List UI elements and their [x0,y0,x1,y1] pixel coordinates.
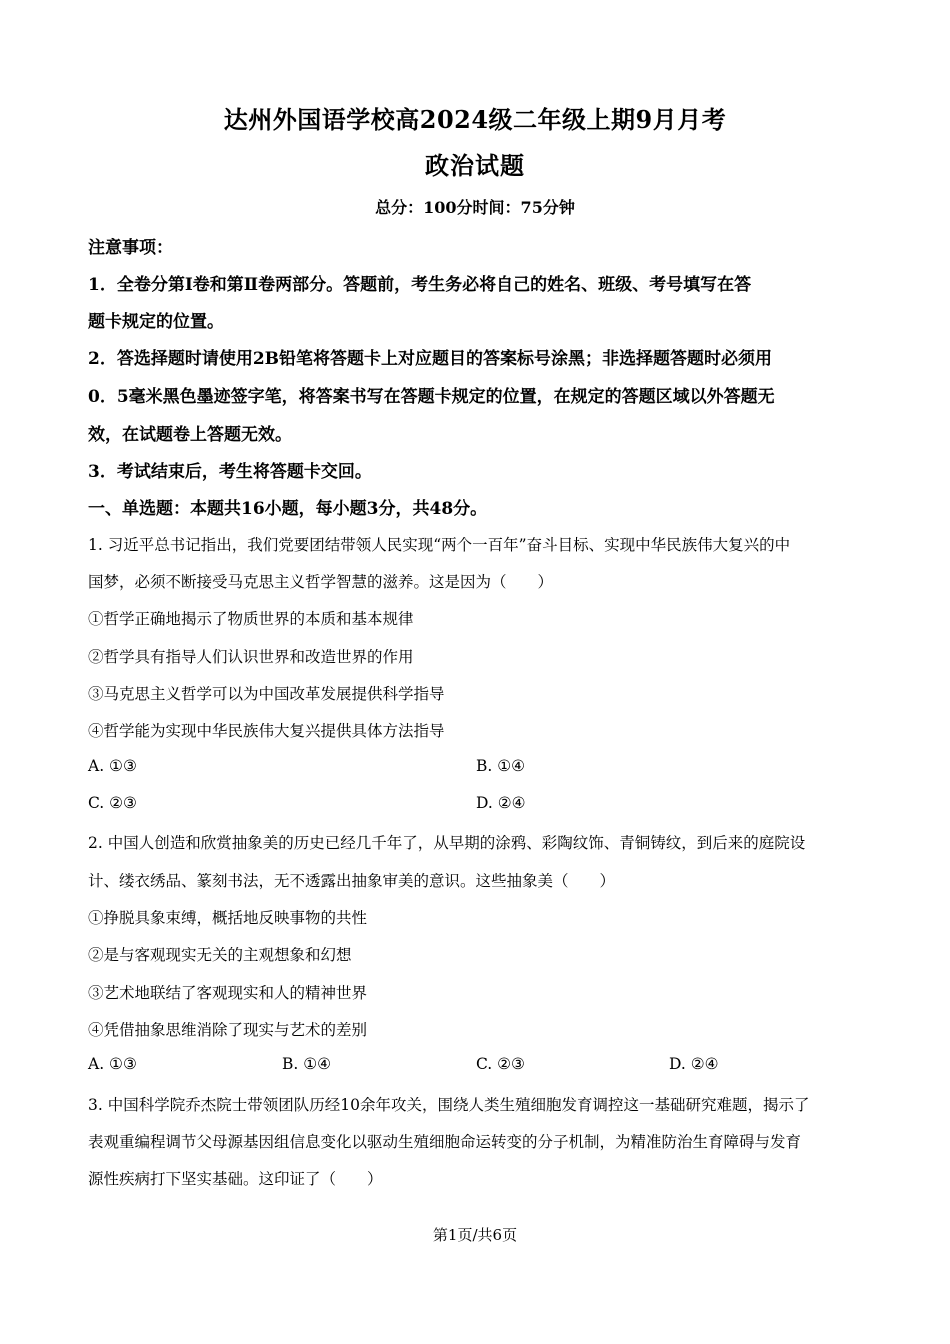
question-2-item: ④凭借抽象思维消除了现实与艺术的差别 [88,1021,368,1039]
notice-line: 效，在试题卷上答题无效。 [88,425,292,445]
notice-line: 题卡规定的位置。 [88,312,224,332]
exam-title: 达州外国语学校高2024级二年级上期9月月考 [223,105,727,134]
notice-line: 3．考试结束后，考生将答题卡交回。 [88,462,372,482]
question-2-option-b[interactable]: B. ①④ [282,1055,332,1073]
question-1-option-b[interactable]: B. ①④ [476,757,526,775]
notice-line: 1．全卷分第Ⅰ卷和第Ⅱ卷两部分。答题前，考生务必将自己的姓名、班级、考号填写在答 [88,275,752,295]
question-1-option-c[interactable]: C. ②③ [88,794,137,812]
question-3-stem: 3. 中国科学院乔杰院士带领团队历经10余年攻关，围绕人类生殖细胞发育调控这一基础研究难题，揭示了 [88,1096,810,1114]
question-1-item: ④哲学能为实现中华民族伟大复兴提供具体方法指导 [88,722,445,740]
question-2-option-d[interactable]: D. ②④ [669,1055,719,1073]
question-2-stem: 计、缕衣绣品、篆刻书法，无不透露出抽象审美的意识。这些抽象美（ ） [88,872,616,890]
exam-subject: 政治试题 [425,151,525,180]
question-1-item: ②哲学具有指导人们认识世界和改造世界的作用 [88,648,414,666]
question-1-option-a[interactable]: A. ①③ [88,757,137,775]
question-1-option-d[interactable]: D. ②④ [476,794,526,812]
question-2-item: ③艺术地联结了客观现实和人的精神世界 [88,984,368,1002]
question-2-option-a[interactable]: A. ①③ [88,1055,137,1073]
question-2-item: ①挣脱具象束缚，概括地反映事物的共性 [88,909,368,927]
notice-line: 0．5毫米黑色墨迹签字笔，将答案书写在答题卡规定的位置，在规定的答题区域以外答题无 [88,387,775,407]
question-1-item: ③马克思主义哲学可以为中国改革发展提供科学指导 [88,685,445,703]
score-time-info: 总分：100分时间：75分钟 [375,198,575,217]
notice-line: 2．答选择题时请使用2B铅笔将答题卡上对应题目的答案标号涂黑；非选择题答题时必须用 [88,349,773,369]
notice-heading: 注意事项： [88,238,173,258]
question-1-stem: 国梦，必须不断接受马克思主义哲学智慧的滋养。这是因为（ ） [88,573,554,591]
question-3-stem: 表观重编程调节父母源基因组信息变化以驱动生殖细胞命运转变的分子机制，为精准防治生育障碍与发育 [88,1133,802,1151]
page-number: 第1页/共6页 [432,1226,518,1244]
question-2-stem: 2. 中国人创造和欣赏抽象美的历史已经几千年了，从早期的涂鸦、彩陶纹饰、青铜铸纹，到后来的庭院设 [88,834,806,852]
question-2-option-c[interactable]: C. ②③ [476,1055,525,1073]
question-1-item: ①哲学正确地揭示了物质世界的本质和基本规律 [88,610,414,628]
question-1-stem: 1. 习近平总书记指出，我们党要团结带领人民实现“两个一百年”奋斗目标、实现中华民族伟大复兴的中 [88,536,791,554]
question-3-stem: 源性疾病打下坚实基础。这印证了（ ） [88,1170,383,1188]
question-2-item: ②是与客观现实无关的主观想象和幻想 [88,946,352,964]
section-heading: 一、单选题：本题共16小题，每小题3分，共48分。 [88,499,488,519]
